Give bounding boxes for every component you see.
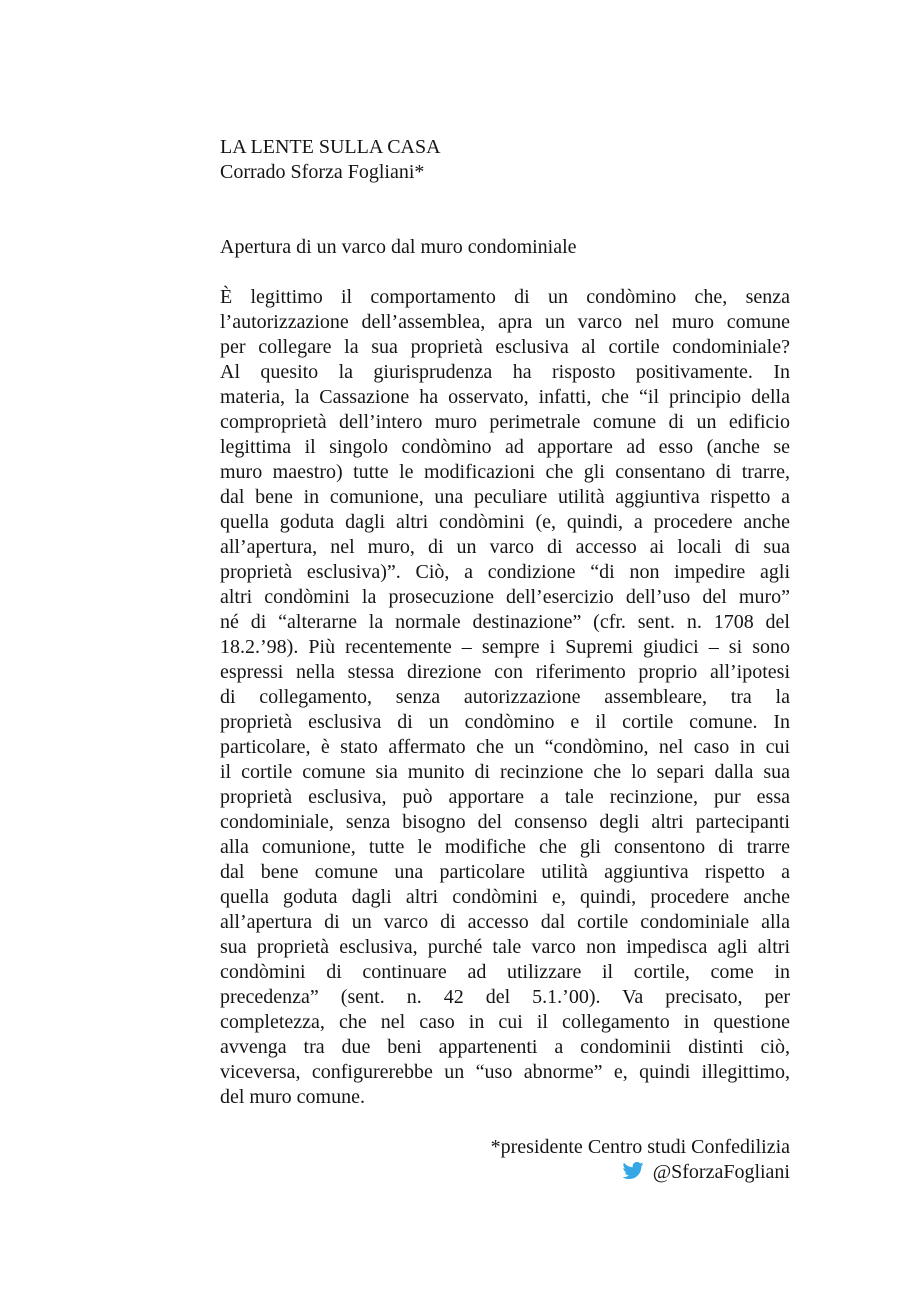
article-body xyxy=(220,285,790,1110)
footer-social-line xyxy=(220,1160,790,1185)
body-line: muro maestro) tutte le modificazioni che gli consentano di trarre, xyxy=(220,461,790,483)
body-line: particolare, è stato affermato che un “condòmino, nel caso in cui xyxy=(220,736,790,758)
body-line: dal bene comune una particolare utilità aggiuntiva rispetto a xyxy=(220,861,790,883)
body-line: proprietà esclusiva, può apportare a tale recinzione, pur essa xyxy=(220,786,790,808)
body-line: precedenza” (sent. n. 42 del 5.1.’00). Va precisato, per xyxy=(220,986,790,1008)
body-line: completezza, che nel caso in cui il collegamento in questione xyxy=(220,1011,790,1033)
body-line: altri condòmini la prosecuzione dell’esercizio dell’uso del muro” xyxy=(220,586,790,608)
body-line: all’apertura, nel muro, di un varco di accesso ai locali di sua xyxy=(220,536,790,558)
body-line: condòmini di continuare ad utilizzare il cortile, come in xyxy=(220,961,790,983)
body-line: del muro comune. xyxy=(220,1086,365,1108)
body-line: materia, la Cassazione ha osservato, infatti, che “il principio della xyxy=(220,386,790,408)
body-line: per collegare la sua proprietà esclusiva al cortile condominiale? xyxy=(220,336,790,358)
body-line: all’apertura di un varco di accesso dal cortile condominiale alla xyxy=(220,911,790,933)
twitter-bird-icon[interactable] xyxy=(620,1160,646,1181)
body-line: comproprietà dell’intero muro perimetrale comune di un edificio xyxy=(220,411,790,433)
body-line: condominiale, senza bisogno del consenso degli altri partecipanti xyxy=(220,811,790,833)
twitter-bird-path xyxy=(622,1162,643,1179)
article-subtitle: Apertura di un varco dal muro condominiale xyxy=(220,236,577,258)
footer-credit: *presidente Centro studi Confedilizia xyxy=(490,1136,790,1158)
body-line: 18.2.’98). Più recentemente – sempre i Supremi giudici – si sono xyxy=(220,636,790,658)
body-line: di collegamento, senza autorizzazione assembleare, tra la xyxy=(220,686,790,708)
body-line: proprietà esclusiva di un condòmino e il cortile comune. In xyxy=(220,711,790,733)
body-line: proprietà esclusiva)”. Ciò, a condizione “di non impedire agli xyxy=(220,561,790,583)
body-line: È legittimo il comportamento di un condòmino che, senza xyxy=(220,286,790,308)
body-line: né di “alterarne la normale destinazione” (cfr. sent. n. 1708 del xyxy=(220,611,790,633)
body-line: l’autorizzazione dell’assemblea, apra un varco nel muro comune xyxy=(220,311,790,333)
body-line: espressi nella stessa direzione con riferimento proprio all’ipotesi xyxy=(220,661,790,683)
article-title: LA LENTE SULLA CASA xyxy=(220,136,441,158)
body-line: dal bene in comunione, una peculiare utilità aggiuntiva rispetto a xyxy=(220,486,790,508)
body-line: Al quesito la giurisprudenza ha risposto positivamente. In xyxy=(220,361,790,383)
body-line: quella goduta dagli altri condòmini e, quindi, procedere anche xyxy=(220,886,790,908)
body-line: quella goduta dagli altri condòmini (e, quindi, a procedere anche xyxy=(220,511,790,533)
body-line: il cortile comune sia munito di recinzione che lo separi dalla sua xyxy=(220,761,790,783)
body-line: alla comunione, tutte le modifiche che gli consentono di trarre xyxy=(220,836,790,858)
body-line: legittima il singolo condòmino ad apportare ad esso (anche se xyxy=(220,436,790,458)
twitter-handle[interactable]: @SforzaFogliani xyxy=(652,1161,790,1183)
body-line: viceversa, configurerebbe un “uso abnorme” e, quindi illegittimo, xyxy=(220,1061,790,1083)
article-content xyxy=(220,135,790,1185)
body-line: sua proprietà esclusiva, purché tale varco non impedisca agli altri xyxy=(220,936,790,958)
article-byline: Corrado Sforza Fogliani* xyxy=(220,161,425,183)
body-line: avvenga tra due beni appartenenti a condominii distinti ciò, xyxy=(220,1036,790,1058)
